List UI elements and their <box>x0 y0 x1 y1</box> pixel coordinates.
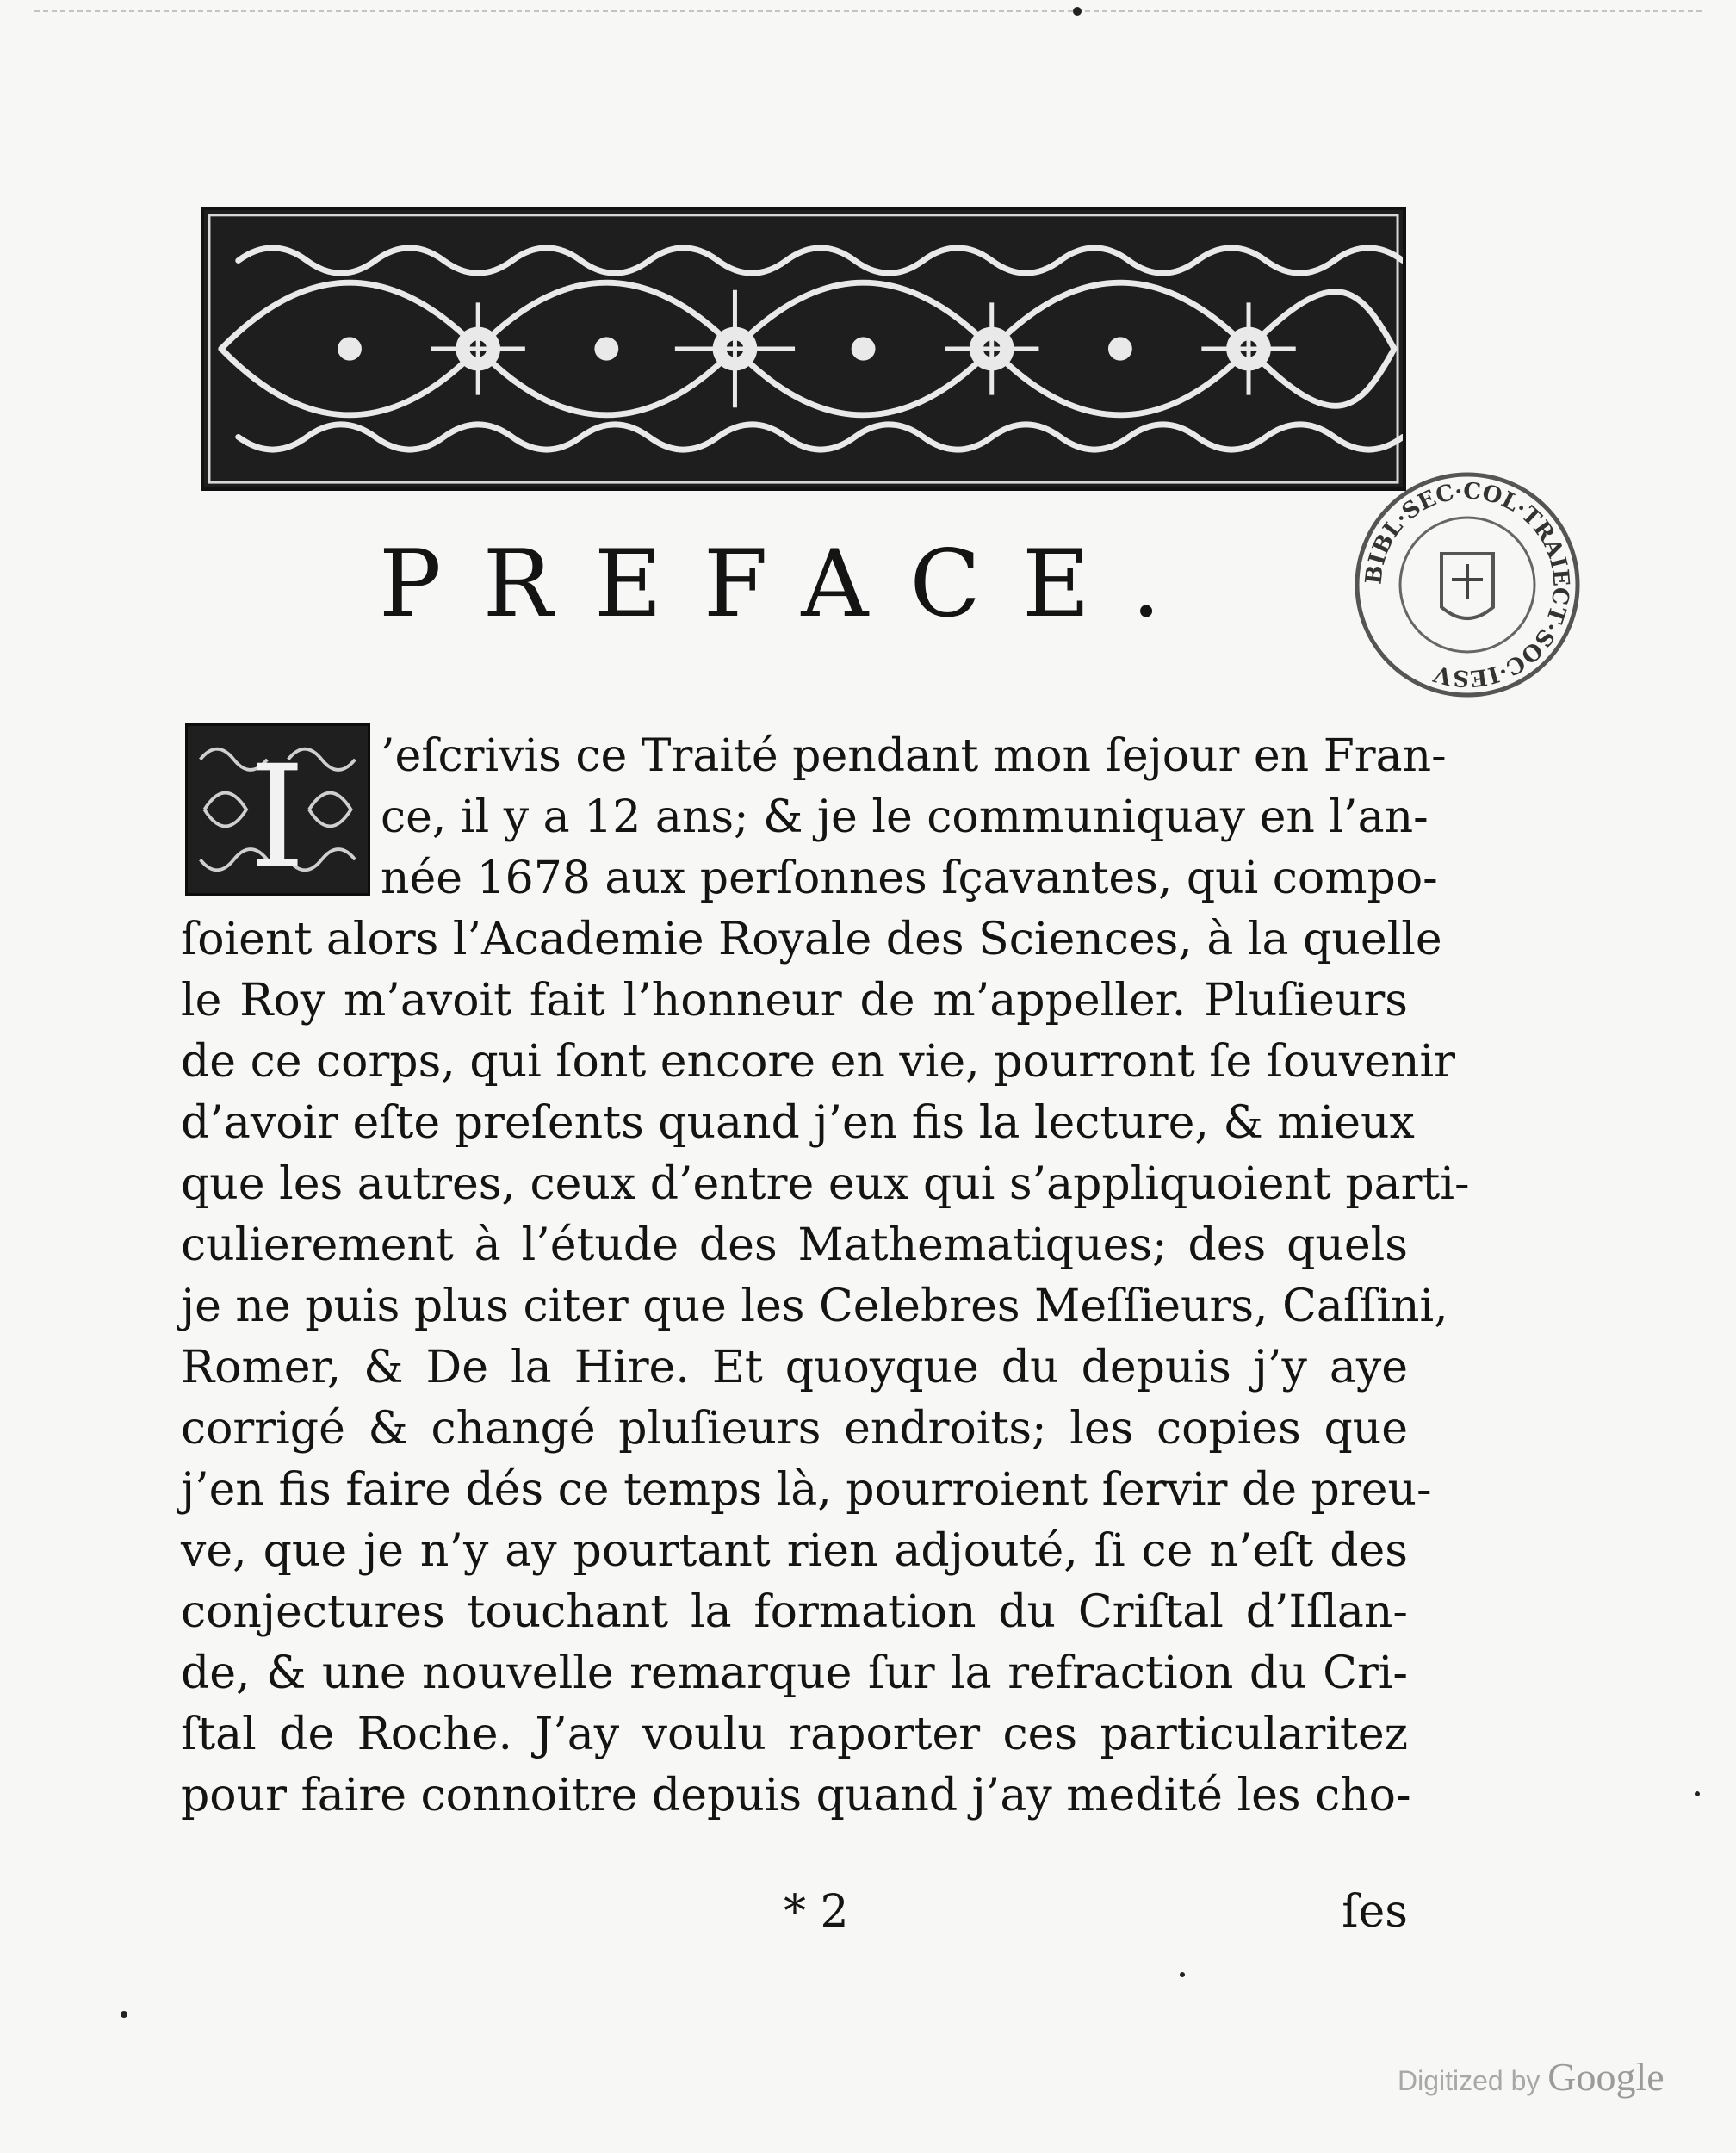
page-title: PREFACE. <box>379 530 1203 638</box>
text-line: Romer, & De la Hire. Et quoyque du depuis j’y aye <box>181 1342 1408 1393</box>
text-line: ’eſcrivis ce Traité pendant mon ſejour en Fran- <box>381 730 1447 782</box>
text-line: que les autres, ceux d’entre eux qui s’appliquoient parti- <box>181 1158 1470 1210</box>
ornament-pattern <box>204 210 1403 487</box>
text-line: ſtal de Roche. J’ay voulu raporter ces particularitez <box>181 1709 1408 1760</box>
scan-speck <box>121 2011 127 2018</box>
text-line: ve, que je n’y ay pourtant rien adjouté, ſi ce n’eſt des <box>181 1525 1408 1577</box>
page-top-edge <box>34 10 1702 12</box>
scan-speck <box>1180 1972 1185 1977</box>
text-line: conjectures touchant la formation du Criſtal d’Iſlan- <box>181 1586 1408 1638</box>
library-stamp <box>1352 469 1583 700</box>
text-line: d’avoir eſte preſents quand j’en fis la lecture, & mieux <box>181 1097 1415 1149</box>
watermark-prefix: Digitized by <box>1398 2065 1541 2096</box>
svg-text:I: I <box>249 735 306 893</box>
digitized-watermark <box>1398 2054 1665 2100</box>
text-line: ce, il y a 12 ans; & je le communiquay en l’an- <box>381 791 1429 843</box>
page-footer <box>181 1886 1408 1946</box>
signature-mark: * 2 <box>784 1886 849 1938</box>
preface-body <box>181 726 1470 1827</box>
text-line: de ce corps, qui ſont encore en vie, pourront ſe ſouvenir <box>181 1036 1455 1088</box>
catchword: ſes <box>1342 1886 1408 1938</box>
scan-speck <box>1695 1791 1700 1796</box>
watermark-brand: Google <box>1547 2055 1665 2099</box>
text-line: née 1678 aux perſonnes ſçavantes, qui compo- <box>381 853 1438 904</box>
text-line: de, & une nouvelle remarque ſur la refraction du Cri- <box>181 1647 1408 1699</box>
text-line: le Roy m’avoit fait l’honneur de m’appeller. Pluſieurs <box>181 975 1408 1027</box>
svg-text:BIBL·SEC·COL·TRAIECT·SOC·IESV: BIBL·SEC·COL·TRAIECT·SOC·IESV <box>1361 478 1574 692</box>
text-line: corrigé & changé pluſieurs endroits; les copies que <box>181 1403 1408 1455</box>
text-line: pour faire connoitre depuis quand j’ay medité les cho- <box>181 1770 1411 1821</box>
text-line: culierement à l’étude des Mathematiques; des quels <box>181 1219 1408 1271</box>
text-line: ſoient alors l’Academie Royale des Sciences, à la quelle <box>181 914 1442 965</box>
text-line: j’en fis faire dés ce temps là, pourroient ſervir de preu- <box>181 1464 1432 1516</box>
scan-speck <box>1073 7 1082 16</box>
text-line: je ne puis plus citer que les Celebres Meſſieurs, Caſſini, <box>181 1281 1448 1332</box>
ornamental-headpiece <box>201 207 1406 491</box>
